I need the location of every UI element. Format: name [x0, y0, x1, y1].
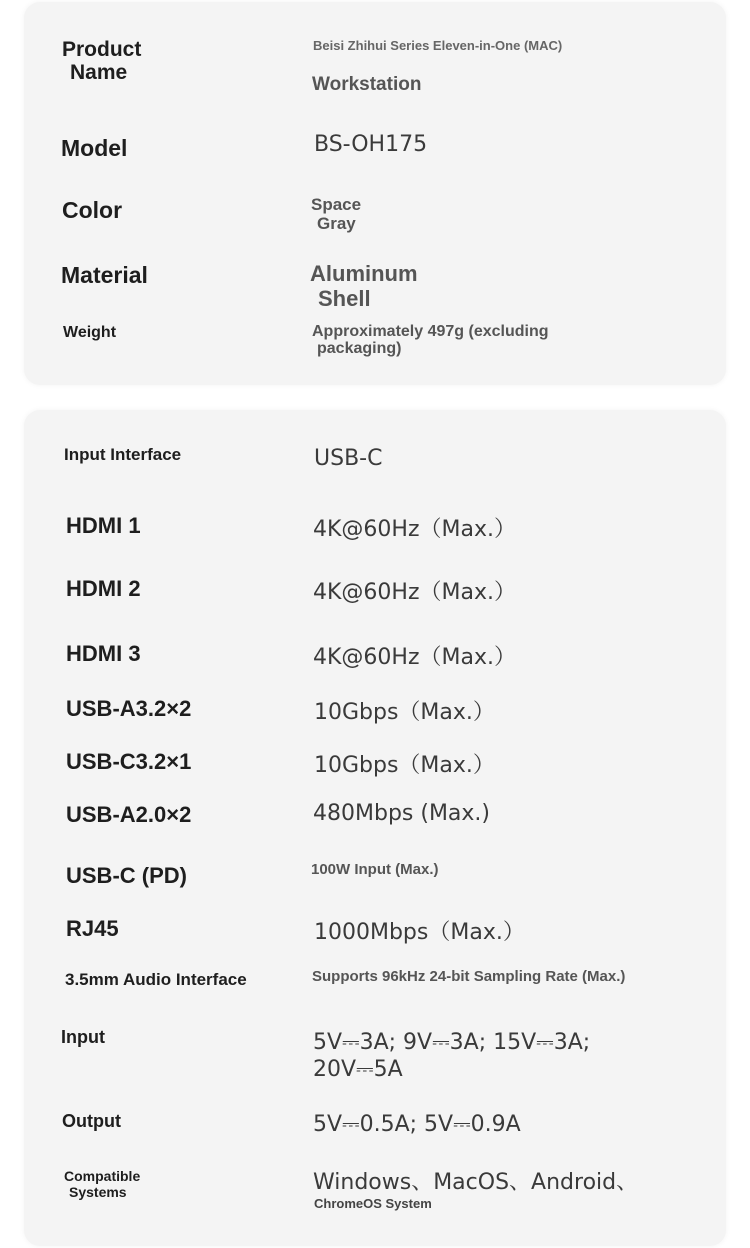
usb-a32-label: USB-A3.2×2 — [66, 696, 192, 721]
port-specs-card — [24, 410, 726, 1246]
weight-value: Approximately 497g (excluding packaging) — [312, 323, 549, 357]
usb-c32-label: USB-C3.2×1 — [66, 749, 192, 774]
output-label: Output — [62, 1111, 121, 1131]
material-value: Aluminum Shell — [310, 261, 418, 311]
compatible-systems-value-line2: ChromeOS System — [314, 1196, 432, 1211]
input-interface-value: USB-C — [314, 446, 383, 471]
input-label: Input — [61, 1027, 105, 1047]
hdmi3-label: HDMI 3 — [66, 641, 141, 666]
usb-a20-label: USB-A2.0×2 — [66, 802, 192, 827]
product-name-label: Product Name — [62, 38, 142, 84]
audio-label: 3.5mm Audio Interface — [65, 970, 247, 989]
usb-c-pd-value: 100W Input (Max.) — [311, 861, 439, 878]
model-value: BS-OH175 — [314, 132, 428, 157]
audio-value: Supports 96kHz 24-bit Sampling Rate (Max.) — [312, 968, 626, 985]
usb-a20-value: 480Mbps (Max.) — [313, 801, 490, 826]
hdmi1-value: 4K@60Hz（Max.） — [313, 517, 516, 542]
hdmi2-value: 4K@60Hz（Max.） — [313, 580, 516, 605]
hdmi3-value: 4K@60Hz（Max.） — [313, 645, 516, 670]
color-value: Space Gray — [311, 195, 362, 233]
compatible-systems-value-line1: Windows、MacOS、Android、 — [313, 1170, 639, 1195]
color-label: Color — [62, 197, 123, 223]
basic-specs-card — [24, 2, 726, 385]
usb-c32-value: 10Gbps（Max.） — [314, 753, 495, 778]
compatible-systems-label: Compatible Systems — [64, 1168, 141, 1200]
rj45-label: RJ45 — [66, 916, 119, 941]
hdmi1-label: HDMI 1 — [66, 513, 141, 538]
material-label: Material — [61, 262, 148, 288]
model-label: Model — [61, 135, 128, 161]
usb-a32-value: 10Gbps（Max.） — [314, 700, 495, 725]
product-name-value-line2: Workstation — [312, 74, 422, 95]
input-value: 5V⎓3A; 9V⎓3A; 15V⎓3A; 20V⎓5A — [313, 1030, 591, 1082]
input-interface-label: Input Interface — [64, 445, 182, 464]
product-name-value-line1: Beisi Zhihui Series Eleven-in-One (MAC) — [313, 38, 563, 53]
output-value: 5V⎓0.5A; 5V⎓0.9A — [313, 1112, 521, 1137]
hdmi2-label: HDMI 2 — [66, 576, 141, 601]
weight-label: Weight — [63, 324, 117, 341]
usb-c-pd-label: USB-C (PD) — [66, 863, 187, 888]
rj45-value: 1000Mbps（Max.） — [314, 920, 525, 945]
